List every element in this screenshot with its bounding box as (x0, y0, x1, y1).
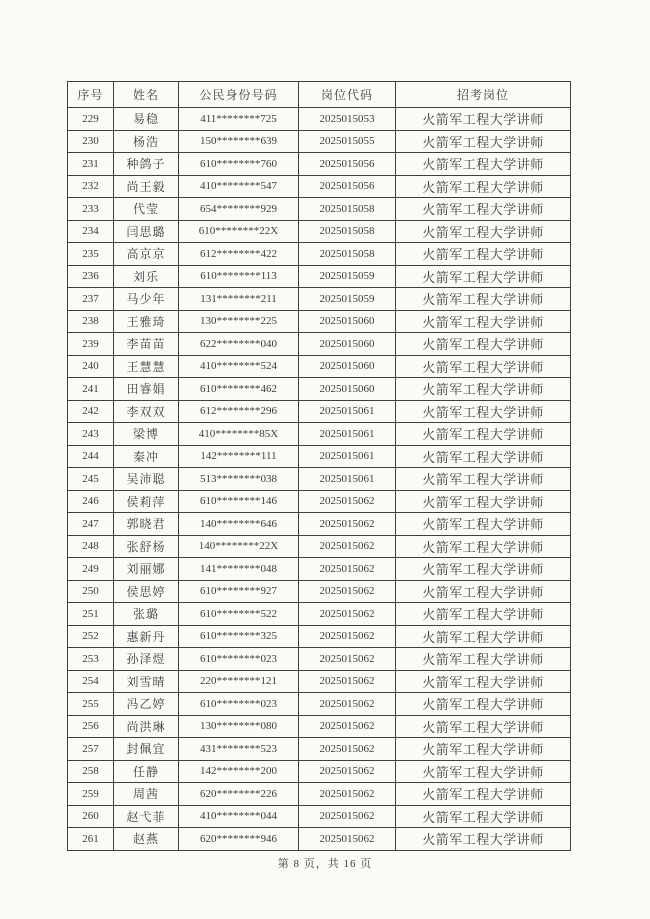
cell-serial-number: 230 (68, 130, 114, 153)
cell-name: 孙泽煜 (114, 648, 179, 671)
cell-serial-number: 259 (68, 783, 114, 806)
table-row (68, 648, 571, 671)
cell-post-title: 火箭军工程大学讲师 (396, 333, 571, 356)
cell-serial-number: 261 (68, 828, 114, 851)
cell-citizen-id: 610********023 (179, 648, 299, 671)
cell-serial-number: 232 (68, 175, 114, 198)
table-row (68, 738, 571, 761)
cell-post-code: 2025015062 (299, 760, 396, 783)
column-header-id: 公民身份号码 (179, 82, 299, 108)
cell-post-code: 2025015058 (299, 198, 396, 221)
cell-post-code: 2025015062 (299, 490, 396, 513)
table-row (68, 243, 571, 266)
cell-serial-number: 233 (68, 198, 114, 221)
cell-post-code: 2025015061 (299, 445, 396, 468)
cell-post-code: 2025015060 (299, 333, 396, 356)
cell-name: 梁博 (114, 423, 179, 446)
cell-name: 封佩宜 (114, 738, 179, 761)
cell-post-title: 火箭军工程大学讲师 (396, 175, 571, 198)
cell-post-title: 火箭军工程大学讲师 (396, 625, 571, 648)
cell-serial-number: 260 (68, 805, 114, 828)
cell-post-code: 2025015062 (299, 670, 396, 693)
cell-serial-number: 240 (68, 355, 114, 378)
cell-name: 李双双 (114, 400, 179, 423)
cell-citizen-id: 431********523 (179, 738, 299, 761)
cell-post-title: 火箭军工程大学讲师 (396, 603, 571, 626)
column-header-position: 招考岗位 (396, 82, 571, 108)
cell-post-title: 火箭军工程大学讲师 (396, 693, 571, 716)
cell-serial-number: 252 (68, 625, 114, 648)
table-row (68, 828, 571, 851)
cell-post-code: 2025015062 (299, 580, 396, 603)
cell-citizen-id: 410********524 (179, 355, 299, 378)
table-row (68, 603, 571, 626)
cell-post-title: 火箭军工程大学讲师 (396, 828, 571, 851)
table-row (68, 378, 571, 401)
cell-citizen-id: 410********044 (179, 805, 299, 828)
cell-post-code: 2025015060 (299, 310, 396, 333)
cell-serial-number: 236 (68, 265, 114, 288)
cell-post-code: 2025015058 (299, 220, 396, 243)
cell-post-title: 火箭军工程大学讲师 (396, 265, 571, 288)
table-row (68, 715, 571, 738)
cell-citizen-id: 622********040 (179, 333, 299, 356)
cell-citizen-id: 140********22X (179, 535, 299, 558)
cell-name: 代莹 (114, 198, 179, 221)
cell-serial-number: 254 (68, 670, 114, 693)
cell-post-title: 火箭军工程大学讲师 (396, 400, 571, 423)
table-row (68, 445, 571, 468)
cell-name: 王慧慧 (114, 355, 179, 378)
table-header (68, 82, 571, 108)
cell-serial-number: 235 (68, 243, 114, 266)
cell-name: 吴沛聪 (114, 468, 179, 491)
cell-post-code: 2025015062 (299, 715, 396, 738)
table-row (68, 130, 571, 153)
cell-name: 侯莉萍 (114, 490, 179, 513)
cell-name: 刘雪晴 (114, 670, 179, 693)
cell-post-title: 火箭军工程大学讲师 (396, 445, 571, 468)
cell-citizen-id: 142********111 (179, 445, 299, 468)
cell-serial-number: 258 (68, 760, 114, 783)
table-row (68, 355, 571, 378)
cell-post-title: 火箭军工程大学讲师 (396, 355, 571, 378)
cell-name: 任静 (114, 760, 179, 783)
cell-name: 王雅琦 (114, 310, 179, 333)
cell-post-title: 火箭军工程大学讲师 (396, 580, 571, 603)
cell-serial-number: 237 (68, 288, 114, 311)
cell-post-title: 火箭军工程大学讲师 (396, 783, 571, 806)
cell-citizen-id: 610********522 (179, 603, 299, 626)
cell-post-title: 火箭军工程大学讲师 (396, 153, 571, 176)
cell-name: 郭晓君 (114, 513, 179, 536)
table-row (68, 333, 571, 356)
table-row (68, 625, 571, 648)
table-row (68, 580, 571, 603)
cell-citizen-id: 513********038 (179, 468, 299, 491)
cell-post-title: 火箭军工程大学讲师 (396, 288, 571, 311)
cell-name: 张璐 (114, 603, 179, 626)
table-row (68, 220, 571, 243)
cell-post-title: 火箭军工程大学讲师 (396, 378, 571, 401)
cell-name: 赵燕 (114, 828, 179, 851)
cell-post-code: 2025015053 (299, 108, 396, 131)
cell-post-code: 2025015061 (299, 400, 396, 423)
cell-post-title: 火箭军工程大学讲师 (396, 243, 571, 266)
table-row (68, 108, 571, 131)
cell-name: 尚王毅 (114, 175, 179, 198)
cell-post-code: 2025015061 (299, 468, 396, 491)
cell-serial-number: 231 (68, 153, 114, 176)
cell-citizen-id: 130********225 (179, 310, 299, 333)
header-row (68, 82, 571, 108)
cell-citizen-id: 612********422 (179, 243, 299, 266)
column-header-no: 序号 (68, 82, 114, 108)
cell-post-code: 2025015062 (299, 648, 396, 671)
table-row (68, 558, 571, 581)
cell-name: 张舒杨 (114, 535, 179, 558)
cell-post-title: 火箭军工程大学讲师 (396, 423, 571, 446)
cell-name: 尚洪琳 (114, 715, 179, 738)
cell-serial-number: 256 (68, 715, 114, 738)
cell-post-title: 火箭军工程大学讲师 (396, 805, 571, 828)
cell-serial-number: 248 (68, 535, 114, 558)
cell-post-title: 火箭军工程大学讲师 (396, 310, 571, 333)
cell-citizen-id: 220********121 (179, 670, 299, 693)
table-row (68, 423, 571, 446)
cell-serial-number: 229 (68, 108, 114, 131)
cell-name: 易稳 (114, 108, 179, 131)
cell-post-code: 2025015056 (299, 153, 396, 176)
cell-serial-number: 243 (68, 423, 114, 446)
cell-citizen-id: 610********22X (179, 220, 299, 243)
recruitment-roster-table (67, 81, 571, 851)
table-row (68, 535, 571, 558)
cell-serial-number: 249 (68, 558, 114, 581)
cell-citizen-id: 610********023 (179, 693, 299, 716)
cell-serial-number: 239 (68, 333, 114, 356)
cell-name: 刘乐 (114, 265, 179, 288)
cell-serial-number: 251 (68, 603, 114, 626)
cell-serial-number: 247 (68, 513, 114, 536)
cell-post-code: 2025015062 (299, 513, 396, 536)
table-row (68, 153, 571, 176)
cell-post-code: 2025015060 (299, 355, 396, 378)
cell-citizen-id: 150********639 (179, 130, 299, 153)
table-row (68, 783, 571, 806)
cell-post-code: 2025015062 (299, 805, 396, 828)
cell-serial-number: 238 (68, 310, 114, 333)
cell-citizen-id: 130********080 (179, 715, 299, 738)
cell-citizen-id: 610********146 (179, 490, 299, 513)
table-row (68, 198, 571, 221)
cell-post-code: 2025015061 (299, 423, 396, 446)
cell-citizen-id: 610********760 (179, 153, 299, 176)
cell-post-title: 火箭军工程大学讲师 (396, 130, 571, 153)
cell-name: 李苗苗 (114, 333, 179, 356)
table-row (68, 310, 571, 333)
cell-serial-number: 253 (68, 648, 114, 671)
cell-post-code: 2025015062 (299, 558, 396, 581)
cell-post-code: 2025015062 (299, 693, 396, 716)
cell-serial-number: 241 (68, 378, 114, 401)
cell-post-code: 2025015059 (299, 288, 396, 311)
cell-post-code: 2025015055 (299, 130, 396, 153)
cell-citizen-id: 620********946 (179, 828, 299, 851)
cell-post-code: 2025015062 (299, 625, 396, 648)
cell-post-title: 火箭军工程大学讲师 (396, 108, 571, 131)
cell-citizen-id: 410********547 (179, 175, 299, 198)
cell-post-code: 2025015056 (299, 175, 396, 198)
cell-post-title: 火箭军工程大学讲师 (396, 490, 571, 513)
table-row (68, 693, 571, 716)
cell-post-code: 2025015062 (299, 738, 396, 761)
cell-post-title: 火箭军工程大学讲师 (396, 648, 571, 671)
cell-post-code: 2025015062 (299, 828, 396, 851)
cell-post-code: 2025015060 (299, 378, 396, 401)
cell-citizen-id: 610********927 (179, 580, 299, 603)
cell-post-title: 火箭军工程大学讲师 (396, 558, 571, 581)
cell-post-title: 火箭军工程大学讲师 (396, 670, 571, 693)
cell-post-title: 火箭军工程大学讲师 (396, 468, 571, 491)
cell-citizen-id: 612********296 (179, 400, 299, 423)
cell-name: 惠新丹 (114, 625, 179, 648)
table-row (68, 670, 571, 693)
cell-name: 闫思璐 (114, 220, 179, 243)
cell-citizen-id: 141********048 (179, 558, 299, 581)
cell-citizen-id: 610********462 (179, 378, 299, 401)
cell-name: 田睿娟 (114, 378, 179, 401)
cell-serial-number: 250 (68, 580, 114, 603)
cell-name: 高京京 (114, 243, 179, 266)
table-row (68, 760, 571, 783)
page-number-footer: 第 8 页，共 16 页 (277, 858, 373, 870)
cell-citizen-id: 140********646 (179, 513, 299, 536)
table-body (68, 108, 571, 851)
cell-post-title: 火箭军工程大学讲师 (396, 715, 571, 738)
cell-name: 侯思婷 (114, 580, 179, 603)
table-row (68, 265, 571, 288)
cell-post-title: 火箭军工程大学讲师 (396, 738, 571, 761)
cell-post-title: 火箭军工程大学讲师 (396, 760, 571, 783)
cell-name: 秦冲 (114, 445, 179, 468)
cell-serial-number: 244 (68, 445, 114, 468)
cell-serial-number: 255 (68, 693, 114, 716)
cell-name: 马少年 (114, 288, 179, 311)
cell-citizen-id: 610********325 (179, 625, 299, 648)
cell-serial-number: 245 (68, 468, 114, 491)
table-row (68, 805, 571, 828)
cell-name: 冯乙婷 (114, 693, 179, 716)
table-row (68, 513, 571, 536)
cell-post-code: 2025015062 (299, 603, 396, 626)
cell-citizen-id: 131********211 (179, 288, 299, 311)
cell-name: 赵弋菲 (114, 805, 179, 828)
table-row (68, 490, 571, 513)
cell-post-code: 2025015062 (299, 535, 396, 558)
cell-name: 刘丽娜 (114, 558, 179, 581)
cell-serial-number: 234 (68, 220, 114, 243)
table-row (68, 288, 571, 311)
cell-citizen-id: 654********929 (179, 198, 299, 221)
cell-post-title: 火箭军工程大学讲师 (396, 535, 571, 558)
cell-serial-number: 242 (68, 400, 114, 423)
cell-serial-number: 257 (68, 738, 114, 761)
cell-citizen-id: 410********85X (179, 423, 299, 446)
cell-post-title: 火箭军工程大学讲师 (396, 513, 571, 536)
cell-citizen-id: 620********226 (179, 783, 299, 806)
table-row (68, 175, 571, 198)
cell-name: 杨浩 (114, 130, 179, 153)
cell-post-code: 2025015062 (299, 783, 396, 806)
cell-name: 周茜 (114, 783, 179, 806)
cell-citizen-id: 411********725 (179, 108, 299, 131)
cell-citizen-id: 610********113 (179, 265, 299, 288)
cell-post-title: 火箭军工程大学讲师 (396, 220, 571, 243)
table-row (68, 400, 571, 423)
cell-post-code: 2025015058 (299, 243, 396, 266)
table-row (68, 468, 571, 491)
cell-citizen-id: 142********200 (179, 760, 299, 783)
cell-post-title: 火箭军工程大学讲师 (396, 198, 571, 221)
cell-name: 种鸽子 (114, 153, 179, 176)
column-header-code: 岗位代码 (299, 82, 396, 108)
column-header-name: 姓名 (114, 82, 179, 108)
cell-serial-number: 246 (68, 490, 114, 513)
cell-post-code: 2025015059 (299, 265, 396, 288)
